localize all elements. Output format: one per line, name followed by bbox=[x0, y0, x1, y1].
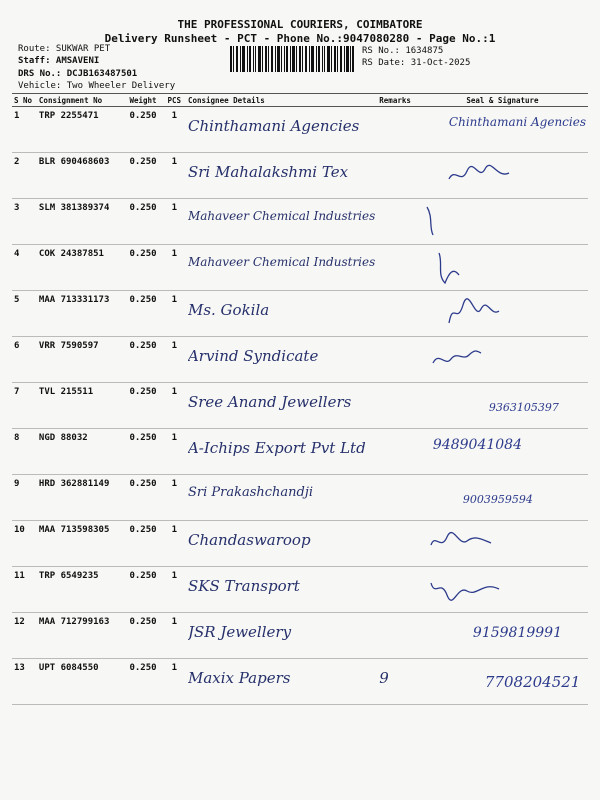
cell-consignee bbox=[186, 199, 377, 245]
cell-weight: 0.250 bbox=[123, 245, 162, 291]
signature-phone: 9159819991 bbox=[472, 625, 562, 641]
rs-date: RS Date: 31-Oct-2025 bbox=[362, 58, 471, 68]
cell-pcs: 1 bbox=[163, 199, 186, 245]
vehicle-label: Vehicle: Two Wheeler Delivery bbox=[18, 81, 176, 91]
cell-remarks bbox=[377, 475, 417, 521]
cell-weight: 0.250 bbox=[123, 383, 162, 429]
table-row bbox=[12, 291, 588, 337]
cell-consignment: UPT 6084550 bbox=[37, 659, 124, 705]
cell-signature bbox=[417, 337, 588, 383]
cell-remarks bbox=[377, 383, 417, 429]
col-header-consignment: Consignment No bbox=[37, 94, 124, 107]
cell-sno: 8 bbox=[12, 429, 37, 475]
cell-consignment: VRR 7590597 bbox=[37, 337, 124, 383]
cell-consignment: SLM 381389374 bbox=[37, 199, 124, 245]
cell-signature bbox=[417, 475, 588, 521]
cell-consignment: NGD 88032 bbox=[37, 429, 124, 475]
cell-consignee bbox=[186, 337, 377, 383]
cell-sno: 10 bbox=[12, 521, 37, 567]
cell-signature bbox=[417, 383, 588, 429]
cell-weight: 0.250 bbox=[123, 429, 162, 475]
col-header-pcs: PCS bbox=[163, 94, 186, 107]
cell-sno: 7 bbox=[12, 383, 37, 429]
cell-consignment: COK 24387851 bbox=[37, 245, 124, 291]
cell-signature bbox=[417, 245, 588, 291]
signature-scribble bbox=[419, 203, 539, 237]
cell-signature bbox=[417, 659, 588, 705]
cell-consignment: MAA 712799163 bbox=[37, 613, 124, 659]
consignee-handwriting: Sree Anand Jewellers bbox=[187, 393, 352, 411]
cell-remarks bbox=[377, 567, 417, 613]
cell-sno: 9 bbox=[12, 475, 37, 521]
cell-remarks bbox=[377, 337, 417, 383]
table-header-row bbox=[12, 94, 588, 107]
runsheet-table bbox=[12, 93, 588, 705]
signature-scribble bbox=[419, 249, 539, 285]
cell-consignee bbox=[186, 521, 377, 567]
cell-sno: 3 bbox=[12, 199, 37, 245]
cell-remarks bbox=[377, 659, 417, 705]
cell-consignee bbox=[186, 383, 377, 429]
col-header-consignee: Consignee Details bbox=[186, 94, 377, 107]
cell-pcs: 1 bbox=[163, 153, 186, 199]
barcode-image bbox=[230, 46, 355, 72]
cell-sno: 13 bbox=[12, 659, 37, 705]
cell-pcs: 1 bbox=[163, 383, 186, 429]
cell-consignee bbox=[186, 567, 377, 613]
cell-remarks bbox=[377, 613, 417, 659]
cell-consignee bbox=[186, 245, 377, 291]
cell-weight: 0.250 bbox=[123, 567, 162, 613]
table-row bbox=[12, 199, 588, 245]
consignee-handwriting: Chandaswaroop bbox=[187, 531, 311, 549]
cell-consignment: TRP 2255471 bbox=[37, 107, 124, 153]
signature-scribble bbox=[419, 295, 539, 329]
signature-scribble bbox=[419, 341, 539, 375]
cell-pcs: 1 bbox=[163, 337, 186, 383]
cell-weight: 0.250 bbox=[123, 199, 162, 245]
cell-consignee bbox=[186, 613, 377, 659]
consignee-handwriting: Mahaveer Chemical Industries bbox=[187, 255, 376, 269]
col-header-weight: Weight bbox=[123, 94, 162, 107]
cell-pcs: 1 bbox=[163, 659, 186, 705]
remark-text: 9 bbox=[379, 669, 389, 687]
cell-pcs: 1 bbox=[163, 291, 186, 337]
cell-remarks bbox=[377, 245, 417, 291]
table-row bbox=[12, 245, 588, 291]
col-header-remarks: Remarks bbox=[377, 94, 417, 107]
col-header-signature: Seal & Signature bbox=[417, 94, 588, 107]
cell-consignment: HRD 362881149 bbox=[37, 475, 124, 521]
cell-signature bbox=[417, 613, 588, 659]
cell-sno: 11 bbox=[12, 567, 37, 613]
consignee-handwriting: SKS Transport bbox=[187, 577, 300, 595]
document-title: THE PROFESSIONAL COURIERS, COIMBATORE bbox=[177, 18, 423, 31]
col-header-sno: S No bbox=[12, 94, 37, 107]
consignee-handwriting: Ms. Gokila bbox=[187, 301, 270, 319]
cell-consignment: BLR 690468603 bbox=[37, 153, 124, 199]
signature-phone: 9363105397 bbox=[488, 401, 559, 414]
cell-pcs: 1 bbox=[163, 521, 186, 567]
cell-pcs: 1 bbox=[163, 107, 186, 153]
table-row bbox=[12, 337, 588, 383]
consignee-handwriting: A-Ichips Export Pvt Ltd bbox=[187, 439, 366, 457]
cell-sno: 2 bbox=[12, 153, 37, 199]
document-subtitle: Delivery Runsheet - PCT - Phone No.:9047080280 - Page No.:1 bbox=[104, 32, 496, 45]
cell-sno: 1 bbox=[12, 107, 37, 153]
cell-weight: 0.250 bbox=[123, 613, 162, 659]
signature-phone: 9489041084 bbox=[432, 437, 522, 453]
signature-text: Chinthamani Agencies bbox=[448, 115, 586, 129]
signature-scribble bbox=[419, 525, 539, 559]
cell-consignee bbox=[186, 153, 377, 199]
cell-sno: 4 bbox=[12, 245, 37, 291]
table-row bbox=[12, 613, 588, 659]
drs-number: DRS No.: DCJB163487501 bbox=[18, 69, 138, 79]
cell-remarks bbox=[377, 429, 417, 475]
cell-pcs: 1 bbox=[163, 245, 186, 291]
cell-remarks bbox=[377, 291, 417, 337]
table-row bbox=[12, 383, 588, 429]
cell-weight: 0.250 bbox=[123, 337, 162, 383]
cell-signature bbox=[417, 429, 588, 475]
signature-scribble bbox=[419, 157, 539, 187]
signature-phone: 9003959594 bbox=[462, 493, 533, 506]
cell-signature bbox=[417, 153, 588, 199]
cell-pcs: 1 bbox=[163, 475, 186, 521]
cell-pcs: 1 bbox=[163, 429, 186, 475]
cell-consignment: MAA 713331173 bbox=[37, 291, 124, 337]
table-row bbox=[12, 107, 588, 153]
cell-sno: 5 bbox=[12, 291, 37, 337]
cell-signature bbox=[417, 521, 588, 567]
signature-scribble bbox=[419, 571, 539, 605]
table-row bbox=[12, 475, 588, 521]
consignee-handwriting: Arvind Syndicate bbox=[187, 347, 319, 365]
table-row bbox=[12, 521, 588, 567]
cell-remarks bbox=[377, 107, 417, 153]
cell-consignee bbox=[186, 291, 377, 337]
cell-remarks bbox=[377, 521, 417, 567]
cell-remarks bbox=[377, 199, 417, 245]
cell-sno: 12 bbox=[12, 613, 37, 659]
consignee-handwriting: Mahaveer Chemical Industries bbox=[187, 209, 376, 223]
table-row bbox=[12, 153, 588, 199]
cell-pcs: 1 bbox=[163, 613, 186, 659]
cell-signature bbox=[417, 567, 588, 613]
cell-signature bbox=[417, 199, 588, 245]
staff-label: Staff: AMSAVENI bbox=[18, 56, 100, 66]
consignee-handwriting: Sri Prakashchandji bbox=[187, 485, 314, 500]
cell-remarks bbox=[377, 153, 417, 199]
table-row bbox=[12, 567, 588, 613]
cell-weight: 0.250 bbox=[123, 475, 162, 521]
consignee-handwriting: Chinthamani Agencies bbox=[187, 117, 360, 135]
cell-consignment: MAA 713598305 bbox=[37, 521, 124, 567]
cell-consignee bbox=[186, 429, 377, 475]
route-label: Route: SUKWAR PET bbox=[18, 44, 111, 54]
rs-number: RS No.: 1634875 bbox=[362, 46, 444, 56]
consignee-handwriting: JSR Jewellery bbox=[187, 623, 292, 641]
signature-phone: 7708204521 bbox=[484, 673, 581, 691]
cell-sno: 6 bbox=[12, 337, 37, 383]
cell-signature bbox=[417, 291, 588, 337]
cell-weight: 0.250 bbox=[123, 521, 162, 567]
cell-pcs: 1 bbox=[163, 567, 186, 613]
cell-consignee bbox=[186, 107, 377, 153]
cell-consignment: TRP 6549235 bbox=[37, 567, 124, 613]
cell-weight: 0.250 bbox=[123, 291, 162, 337]
cell-weight: 0.250 bbox=[123, 659, 162, 705]
cell-weight: 0.250 bbox=[123, 107, 162, 153]
consignee-handwriting: Sri Mahalakshmi Tex bbox=[187, 163, 349, 181]
table-row bbox=[12, 429, 588, 475]
cell-signature bbox=[417, 107, 588, 153]
cell-consignee bbox=[186, 475, 377, 521]
table-row bbox=[12, 659, 588, 705]
cell-consignee bbox=[186, 659, 377, 705]
consignee-handwriting: Maxix Papers bbox=[187, 669, 291, 687]
cell-weight: 0.250 bbox=[123, 153, 162, 199]
cell-consignment: TVL 215511 bbox=[37, 383, 124, 429]
